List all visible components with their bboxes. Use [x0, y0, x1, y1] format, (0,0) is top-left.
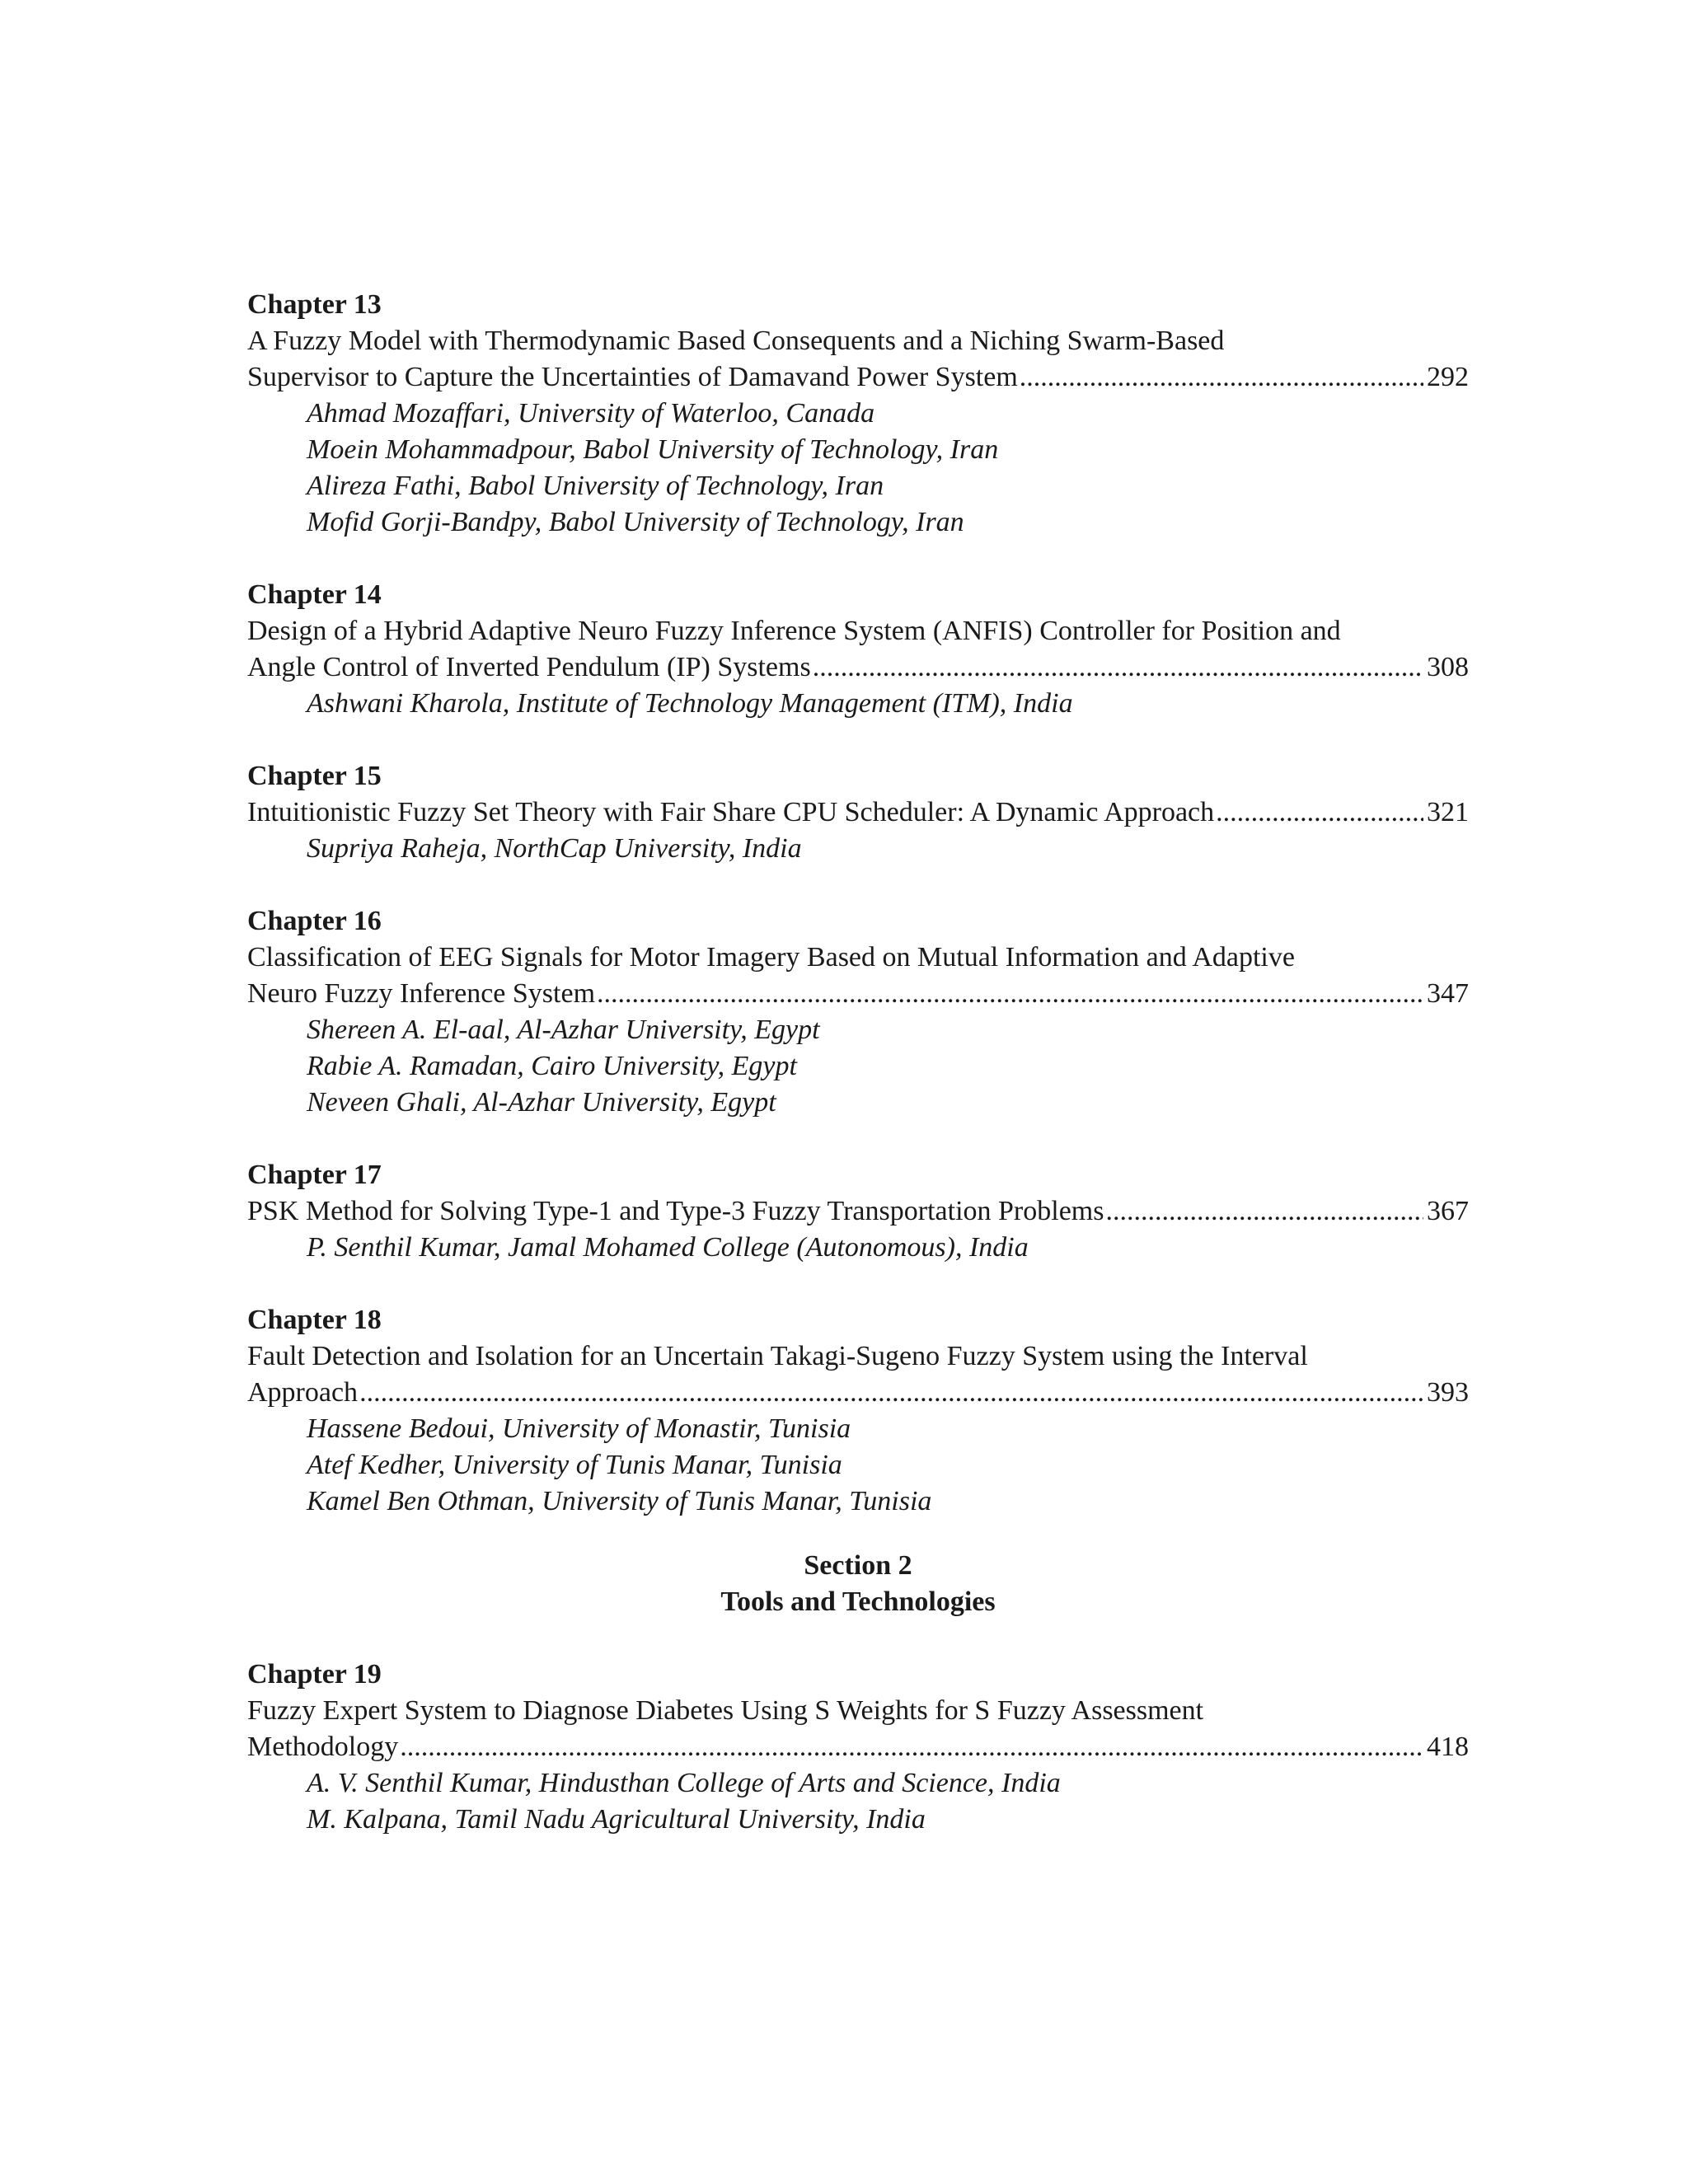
- chapter-title-leader-line: [247, 794, 1469, 831]
- author-affiliation: Mofid Gorji-Bandpy, Babol University of Technology, Iran: [307, 507, 964, 537]
- toc-entry: [247, 758, 1469, 867]
- page-number: 347: [1427, 978, 1469, 1009]
- page-number: 292: [1427, 362, 1469, 392]
- dot-leader: [813, 649, 1423, 686]
- author-affiliation: Hassene Bedoui, University of Monastir, Tunisia: [307, 1413, 851, 1444]
- chapter-label: Chapter 19: [247, 1659, 382, 1690]
- chapter-title-text: Methodology: [247, 1732, 399, 1762]
- dot-leader: [1105, 1193, 1423, 1230]
- table-of-contents: [247, 287, 1469, 1874]
- dot-leader: [597, 976, 1423, 1012]
- toc-entry: [247, 287, 1469, 541]
- author-affiliation: Neveen Ghali, Al-Azhar University, Egypt: [307, 1087, 776, 1118]
- chapter-title-line: Fault Detection and Isolation for an Uncertain Takagi-Sugeno Fuzzy System using the Interval: [247, 1341, 1308, 1371]
- chapter-label: Chapter 18: [247, 1305, 382, 1335]
- author-affiliation: M. Kalpana, Tamil Nadu Agricultural University, India: [307, 1804, 926, 1835]
- chapter-title-leader-line: [247, 976, 1469, 1012]
- chapter-title-text: Supervisor to Capture the Uncertainties of Damavand Power System: [247, 362, 1018, 392]
- author-affiliation: Moein Mohammadpour, Babol University of Technology, Iran: [307, 434, 999, 465]
- dot-leader: [1216, 794, 1423, 831]
- author-affiliation: Ashwani Kharola, Institute of Technology Management (ITM), India: [307, 688, 1073, 719]
- toc-entry: [247, 1302, 1469, 1520]
- dot-leader: [400, 1729, 1423, 1765]
- section-title: Tools and Technologies: [720, 1586, 996, 1617]
- chapter-title-text: Neuro Fuzzy Inference System: [247, 978, 596, 1009]
- toc-entry: [247, 577, 1469, 722]
- chapter-label: Chapter 17: [247, 1160, 382, 1190]
- author-affiliation: Ahmad Mozaffari, University of Waterloo, Canada: [307, 398, 875, 429]
- section-number: Section 2: [804, 1550, 912, 1581]
- dot-leader: [359, 1375, 1423, 1411]
- chapter-title-line: Fuzzy Expert System to Diagnose Diabetes Using S Weights for S Fuzzy Assessment: [247, 1695, 1204, 1726]
- author-affiliation: Alireza Fathi, Babol University of Technology, Iran: [307, 471, 884, 501]
- section-heading: [247, 1548, 1469, 1620]
- toc-entry: [247, 1157, 1469, 1266]
- chapter-title-text: Intuitionistic Fuzzy Set Theory with Fair Share CPU Scheduler: A Dynamic Approach: [247, 797, 1215, 827]
- chapter-title-line: Classification of EEG Signals for Motor Imagery Based on Mutual Information and Adaptive: [247, 942, 1295, 972]
- chapter-title-text: Approach: [247, 1377, 359, 1408]
- author-affiliation: Rabie A. Ramadan, Cairo University, Egypt: [307, 1051, 797, 1081]
- toc-entry: [247, 903, 1469, 1121]
- page-number: 418: [1427, 1732, 1469, 1762]
- chapter-title-leader-line: [247, 1375, 1469, 1411]
- toc-entry: [247, 1657, 1469, 1838]
- page-number: 321: [1427, 797, 1469, 827]
- page-number: 308: [1427, 652, 1469, 682]
- chapter-label: Chapter 13: [247, 289, 382, 320]
- chapter-label: Chapter 16: [247, 906, 382, 936]
- author-affiliation: P. Senthil Kumar, Jamal Mohamed College (Autonomous), India: [307, 1232, 1029, 1263]
- chapter-title-line: A Fuzzy Model with Thermodynamic Based Consequents and a Niching Swarm-Based: [247, 326, 1225, 356]
- chapter-title-leader-line: [247, 1729, 1469, 1765]
- author-affiliation: Kamel Ben Othman, University of Tunis Manar, Tunisia: [307, 1486, 932, 1516]
- chapter-label: Chapter 14: [247, 579, 382, 610]
- chapter-list-b: [247, 1657, 1469, 1838]
- chapter-title-line: Design of a Hybrid Adaptive Neuro Fuzzy Inference System (ANFIS) Controller for Position and: [247, 616, 1341, 646]
- chapter-title-leader-line: [247, 359, 1469, 396]
- page-number: 393: [1427, 1377, 1469, 1408]
- author-affiliation: Atef Kedher, University of Tunis Manar, Tunisia: [307, 1450, 842, 1480]
- author-affiliation: A. V. Senthil Kumar, Hindusthan College of Arts and Science, India: [307, 1768, 1061, 1798]
- dot-leader: [1020, 359, 1423, 396]
- chapter-title-leader-line: [247, 649, 1469, 686]
- author-affiliation: Supriya Raheja, NorthCap University, India: [307, 833, 802, 864]
- page-number: 367: [1427, 1196, 1469, 1226]
- author-affiliation: Shereen A. El-aal, Al-Azhar University, Egypt: [307, 1015, 820, 1045]
- chapter-title-leader-line: [247, 1193, 1469, 1230]
- chapter-list-a: [247, 287, 1469, 1520]
- chapter-title-text: PSK Method for Solving Type-1 and Type-3 Fuzzy Transportation Problems: [247, 1196, 1104, 1226]
- chapter-label: Chapter 15: [247, 761, 382, 791]
- chapter-title-text: Angle Control of Inverted Pendulum (IP) Systems: [247, 652, 811, 682]
